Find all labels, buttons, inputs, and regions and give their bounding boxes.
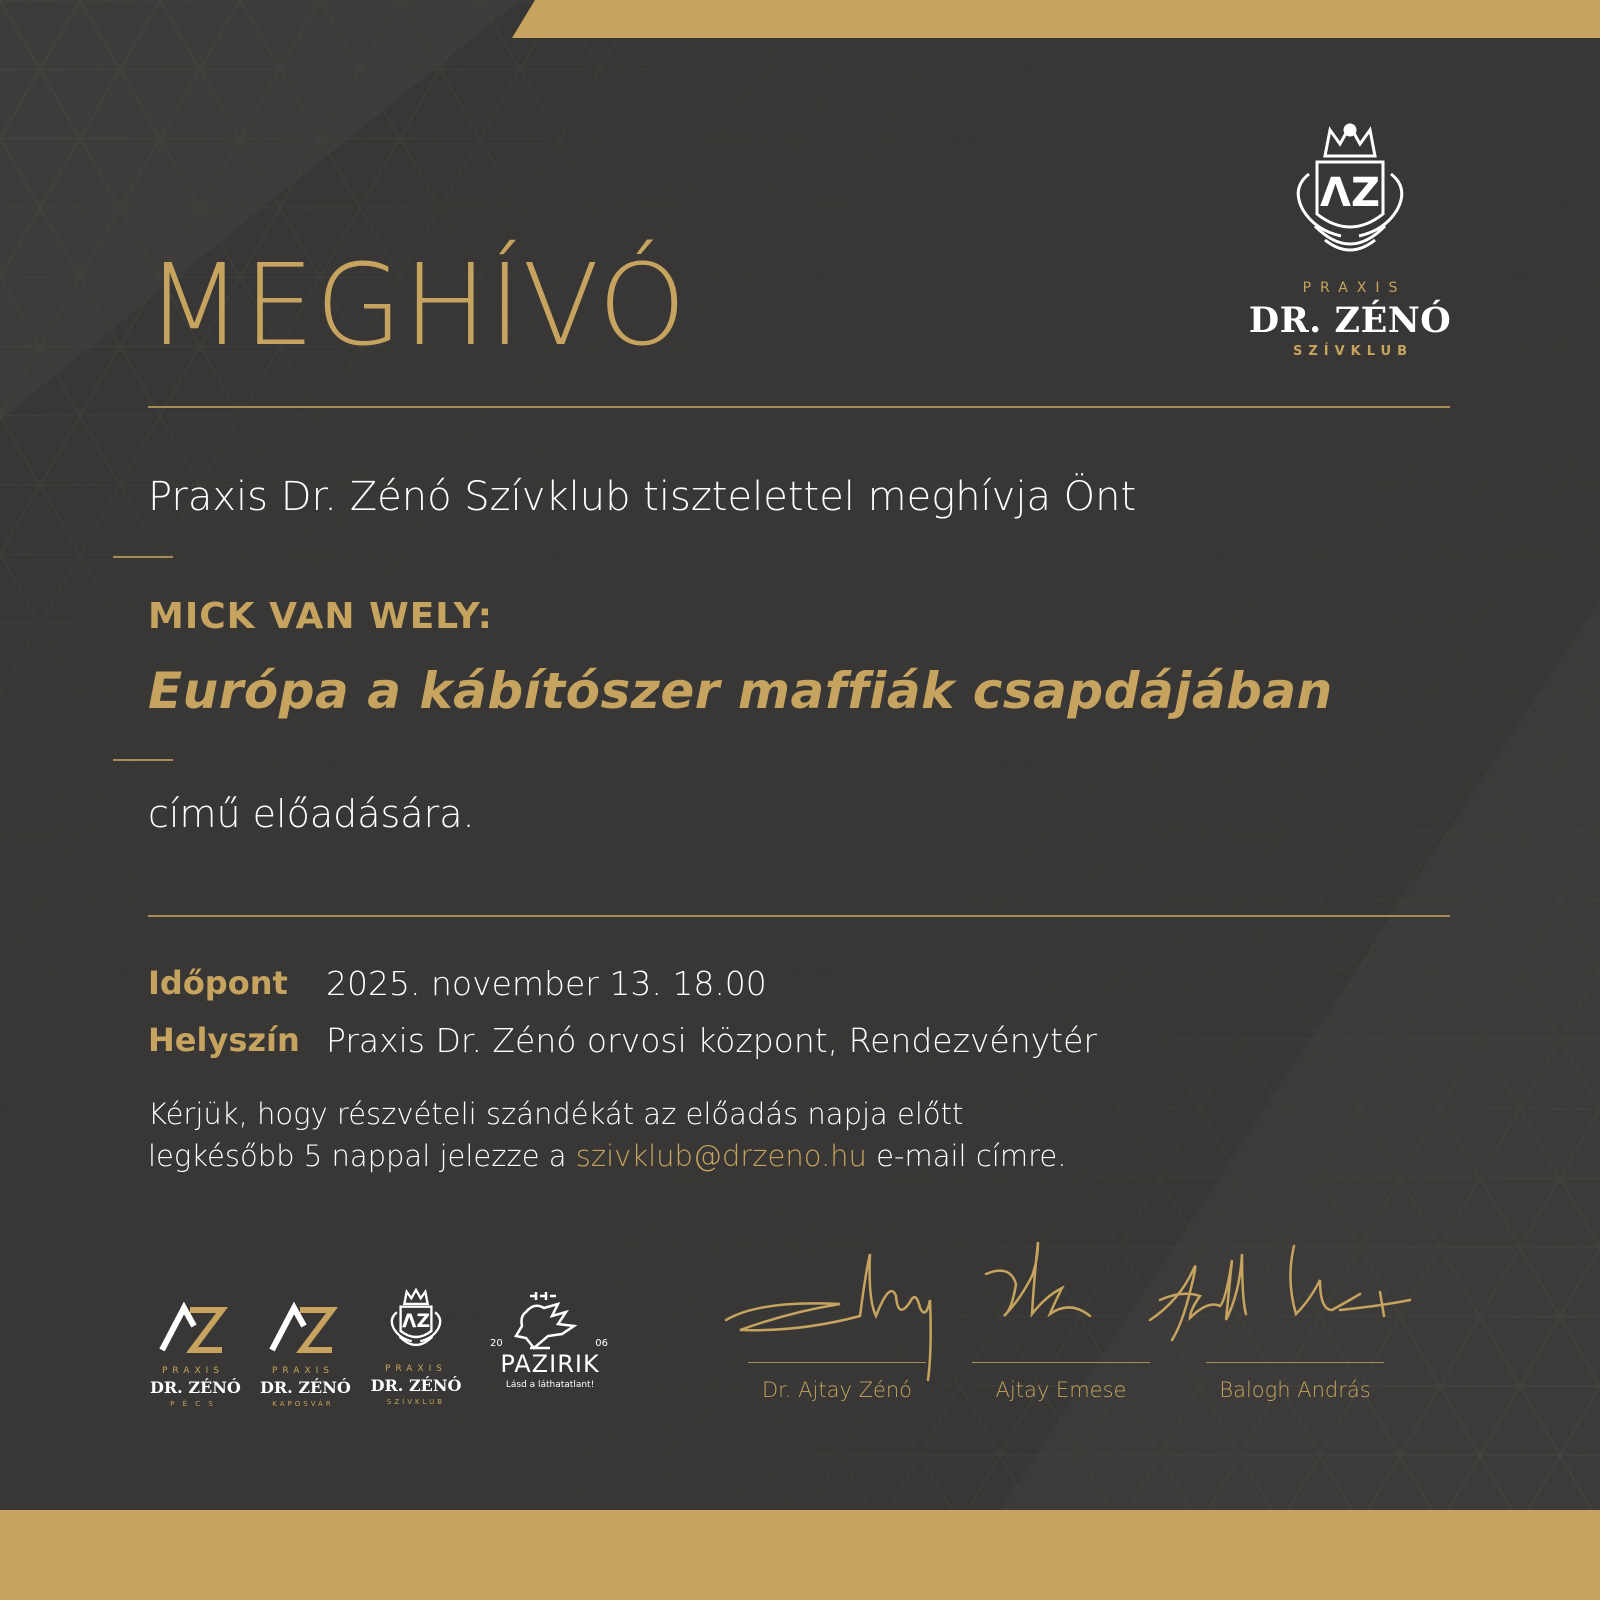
rsvp-text <box>148 1093 1066 1177</box>
partner-location: KAPOSVÁR <box>272 1400 334 1408</box>
logo-name: DR. ZÉNÓ <box>1248 300 1452 341</box>
time-label: Időpont <box>148 964 288 1002</box>
talk-title: Európa a kábítószer maffiák csapdájában <box>148 662 1333 720</box>
page-title: MEGHÍVÓ <box>146 241 688 371</box>
partner-praxis-label: PRAXIS <box>384 1364 447 1374</box>
signature-line <box>1206 1362 1384 1363</box>
svg-text:ΛZ: ΛZ <box>1320 170 1380 216</box>
signatory-name: Ajtay Emese <box>995 1378 1127 1402</box>
partner-location: SZÍVKLUB <box>386 1398 446 1406</box>
signatory-name: Balogh András <box>1219 1378 1371 1402</box>
partner-name: PAZIRIK <box>500 1350 600 1378</box>
rsvp-email-link[interactable]: szivklub@drzeno.hu <box>575 1139 867 1173</box>
time-value: 2025. november 13. 18.00 <box>326 964 767 1003</box>
crest-icon <box>370 1288 462 1358</box>
accent-tick-top <box>113 556 173 558</box>
partner-logo-kaposvar <box>260 1300 351 1420</box>
rsvp-line-2 <box>148 1135 1066 1177</box>
crest-icon <box>1285 122 1415 272</box>
partner-logo-pazirik <box>486 1290 614 1410</box>
place-label: Helyszín <box>148 1021 300 1059</box>
top-gold-band <box>0 0 1600 38</box>
partner-location: P É C S <box>170 1400 216 1408</box>
signatory-name: Dr. Ajtay Zénó <box>761 1378 913 1402</box>
partner-praxis-label: PRAXIS <box>271 1366 334 1376</box>
rsvp-line-1: Kérjük, hogy részvételi szándékát az előadás napja előtt <box>148 1097 964 1131</box>
divider-top <box>148 406 1450 408</box>
partner-name: DR. ZÉNÓ <box>260 1378 351 1397</box>
place-value: Praxis Dr. Zénó orvosi központ, Rendezvénytér <box>326 1021 1097 1060</box>
az-mark-icon <box>150 1300 236 1356</box>
rsvp-line-2-start: legkésőbb 5 nappal jelezze a <box>148 1139 576 1173</box>
partner-logo-pecs <box>150 1300 241 1420</box>
svg-text:ΛZ: ΛZ <box>402 1311 430 1333</box>
pazirik-year-left: 20 <box>490 1338 503 1349</box>
partner-praxis-label: PRAXIS <box>161 1366 224 1376</box>
signatures-ink <box>720 1240 1460 1400</box>
partner-name: DR. ZÉNÓ <box>370 1376 462 1395</box>
speaker-name: MICK VAN WELY: <box>148 596 493 637</box>
partner-logo-szivklub <box>370 1288 462 1418</box>
bottom-gold-band <box>0 1510 1600 1600</box>
signature-line <box>748 1362 926 1363</box>
invitation-intro: Praxis Dr. Zénó Szívklub tisztelettel meghívja Önt <box>148 474 1137 520</box>
pazirik-year-right: 06 <box>595 1338 608 1349</box>
divider-bottom <box>148 915 1450 917</box>
partner-name: DR. ZÉNÓ <box>150 1378 241 1397</box>
accent-tick-bottom <box>113 759 173 761</box>
pazirik-slogan: Lásd a láthatatlant! <box>505 1380 595 1390</box>
invitation-closing: című előadására. <box>148 792 475 836</box>
logo-subtitle: SZÍVKLUB <box>1292 344 1414 359</box>
az-mark-icon <box>260 1300 346 1356</box>
signature-line <box>972 1362 1150 1363</box>
rsvp-line-2-end: e-mail címre. <box>866 1139 1067 1173</box>
praxis-dr-zeno-szivklub-logo <box>1240 122 1460 372</box>
logo-praxis-label: PRAXIS <box>1302 280 1407 296</box>
